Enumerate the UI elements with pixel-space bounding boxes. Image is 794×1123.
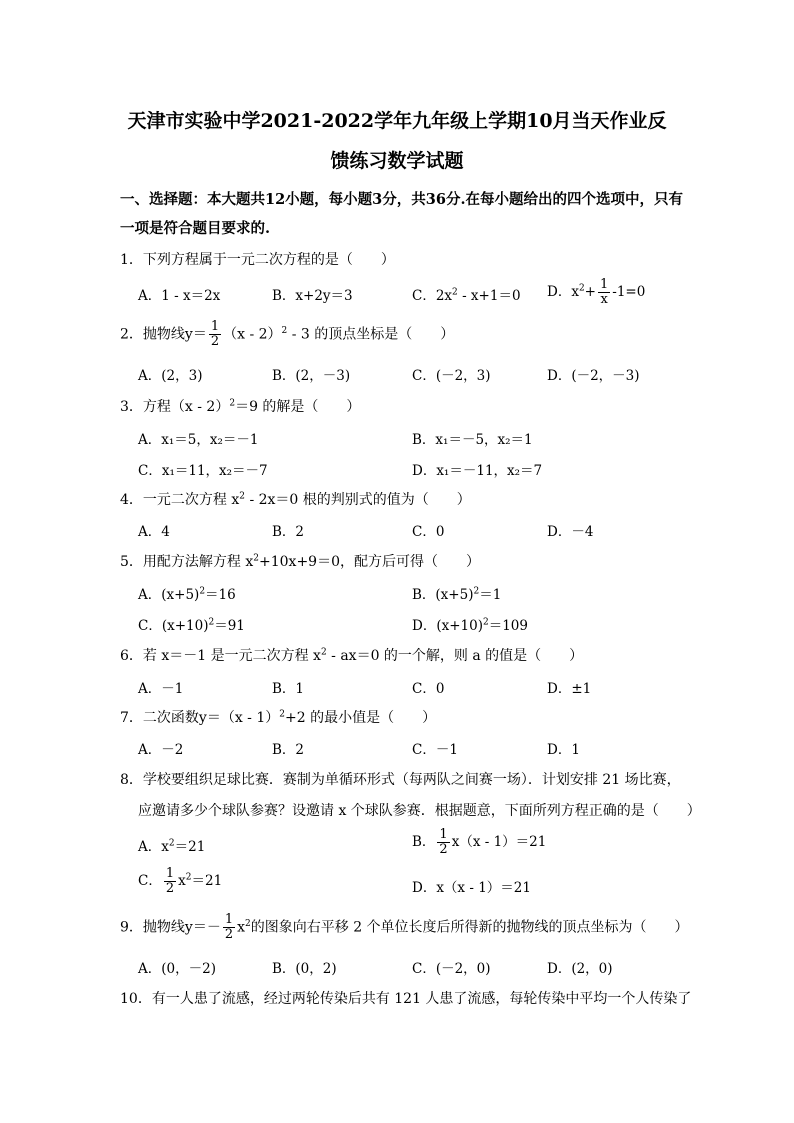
q1-option-a: A．1 - x＝2x (138, 288, 221, 304)
q3-option-b: B．x₁＝－5，x₂＝1 (412, 432, 533, 448)
q5-option-b: B．$(x+5)^2=1$ (412, 586, 502, 603)
question-1: 1．下列方程属于一元二次方程的是（ ） (120, 252, 395, 268)
fraction: $\frac{1}{2}$ (439, 827, 448, 857)
q5-option-d: D．$(x+10)^2=109$ (412, 617, 528, 634)
question-2: 2．抛物线y＝ $\frac{1}{2}$ （x - 2）$^2$ - 3 的顶点坐标是（ ） (120, 319, 455, 349)
question-7: 7．二次函数y＝（x - 1）$^2$+2 的最小值是（ ） (120, 709, 437, 726)
fraction: $\frac{1}{2}$ (210, 319, 220, 349)
q1-option-c: C．$2x^2 - x+1=0$ (412, 287, 521, 304)
q6-option-a: A．－1 (138, 681, 184, 697)
q1-option-d: D．$x^2+$ $\frac{1}{x}$ -1=0 (547, 277, 646, 307)
q4-option-d: D．－4 (547, 524, 594, 540)
question-4: 4．一元二次方程 $x^2 - 2x=0$ 根的判别式的值为（ ） (120, 491, 471, 508)
q7-option-d: D．1 (547, 742, 580, 758)
q8-option-d: D．x（x - 1）＝21 (412, 880, 531, 896)
q6-option-d: D．±1 (547, 681, 592, 697)
q9-option-c: C．(－2，0) (412, 961, 491, 977)
fraction: $\frac{1}{2}$ (224, 912, 234, 942)
title-line-2: 馈练习数学试题 (330, 150, 464, 172)
q5-option-c: C．$(x+10)^2=91$ (138, 617, 245, 634)
question-8-line-1: 8．学校要组织足球比赛．赛制为单循环形式（每两队之间赛一场）．计划安排 21 场比赛， (120, 772, 681, 788)
q4-option-b: B．2 (272, 524, 305, 540)
q9-option-a: A．(0，－2) (138, 961, 216, 977)
q2-option-a: A．(2，3) (138, 368, 203, 384)
q8-option-b: B． $\frac{1}{2}$ x（x - 1）＝21 (412, 827, 547, 857)
section-instructions-2: 一项是符合题目要求的. (120, 220, 271, 237)
fraction: $\frac{1}{x}$ (599, 277, 609, 307)
q3-option-a: A．x₁＝5，x₂＝－1 (138, 432, 259, 448)
q2-option-b: B．(2，－3) (272, 368, 351, 384)
section-instructions-1: 一、选择题：本大题共12小题，每小题3分，共36分.在每小题给出的四个选项中，只有 (120, 191, 683, 208)
q3-option-d: D．x₁＝－11，x₂＝7 (412, 463, 543, 479)
q4-option-a: A．4 (138, 524, 170, 540)
q5-option-a: A．$(x+5)^2=16$ (138, 586, 236, 603)
q7-option-a: A．－2 (138, 742, 184, 758)
q6-option-c: C．0 (412, 681, 445, 697)
q9-option-b: B．(0，2) (272, 961, 337, 977)
question-3: 3．方程（x - 2）$^2$＝9 的解是（ ） (120, 398, 361, 415)
q8-option-a: A．$x^2=21$ (138, 838, 206, 855)
title-line-1: 天津市实验中学2021-2022学年九年级上学期10月当天作业反 (127, 110, 667, 132)
q8-option-c: C． $\frac{1}{2}$ $x^2=21$ (138, 866, 223, 896)
q6-option-b: B．1 (272, 681, 305, 697)
q1-option-b: B．x+2y＝3 (272, 288, 353, 304)
question-9: 9．抛物线y＝－ $\frac{1}{2}$ $x^2$的图象向右平移 2 个单位长度后所得新的抛物线的顶点坐标为（ ） (120, 912, 689, 942)
q9-option-d: D．(2，0) (547, 961, 613, 977)
question-5: 5．用配方法解方程 $x^2+10x+9=0$，配方后可得（ ） (120, 553, 480, 570)
q2-option-c: C．(－2，3) (412, 368, 491, 384)
q7-option-c: C．－1 (412, 742, 458, 758)
q3-option-c: C．x₁＝11，x₂＝－7 (138, 463, 268, 479)
q7-option-b: B．2 (272, 742, 305, 758)
question-10: 10．有一人患了流感，经过两轮传染后共有 121 人患了流感，每轮传染中平均一个人传染了 (120, 991, 692, 1007)
fraction: $\frac{1}{2}$ (165, 866, 175, 896)
q2-option-d: D．(－2，－3) (547, 368, 640, 384)
question-6: 6．若 x＝－1 是一元二次方程 $x^2 - ax=0$ 的一个解，则 a 的值是（ ） (120, 647, 584, 664)
question-8-line-2: 应邀请多少个球队参赛？设邀请 x 个球队参赛．根据题意，下面所列方程正确的是（ ） (138, 803, 701, 819)
q4-option-c: C．0 (412, 524, 445, 540)
